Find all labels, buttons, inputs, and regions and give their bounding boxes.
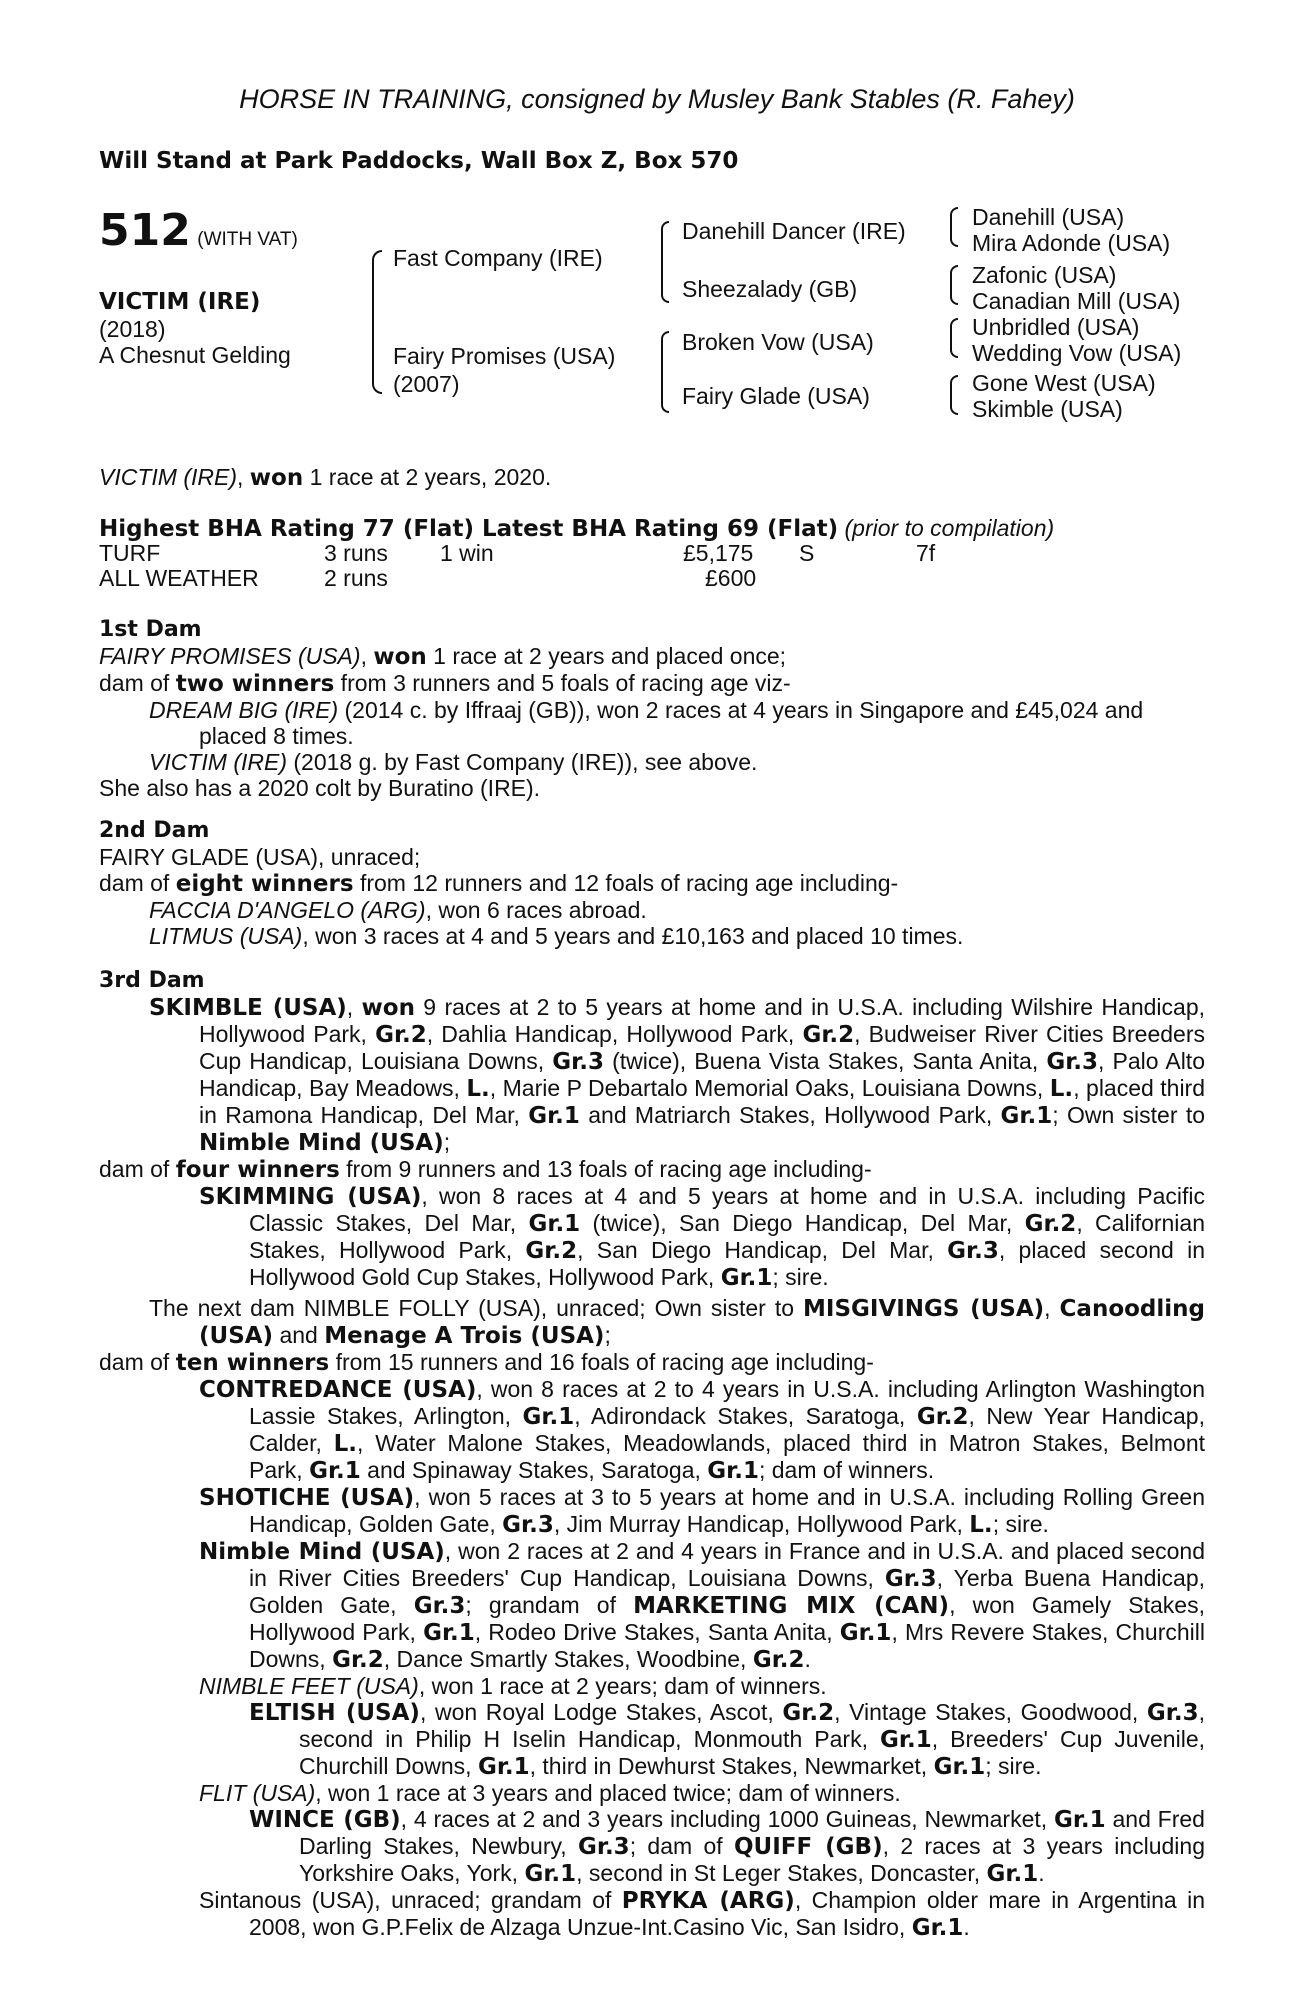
pedigree-sds: Zafonic (USA) — [972, 262, 1117, 288]
text-run: (twice), San Diego Handicap, Del Mar, — [580, 1210, 1025, 1236]
pedigree-dds: Gone West (USA) — [972, 370, 1156, 396]
first-dam-line1: FAIRY PROMISES (USA), won 1 race at 2 years and placed once; — [99, 643, 787, 670]
first-dam-line2 — [99, 670, 1205, 697]
third-dam-p1 — [99, 994, 1205, 1156]
text-run: ; — [604, 1322, 611, 1348]
first-dam-end: She also has a 2020 colt by Buratino (IRE). — [99, 775, 541, 801]
pedigree-sire-dam: Sheezalady (GB) — [682, 276, 858, 302]
text-run: , 2 races at 3 years including Yorkshire Oaks, York, — [299, 1833, 1205, 1886]
text-run: Gr.2 — [332, 1647, 384, 1673]
text-run: Nimble Mind (USA) — [199, 1130, 444, 1156]
text-run: ; Own sister to — [1052, 1102, 1205, 1128]
text-run: . — [963, 1914, 970, 1940]
third-dam-heading: 3rd Dam — [99, 968, 205, 993]
text-run: L. — [969, 1512, 993, 1538]
text-run: , won 1 race at 3 years and placed twice; dam of winners. — [315, 1780, 901, 1806]
text-run: Gr.1 — [528, 1211, 581, 1237]
t-c: from 3 runners and 5 foals of racing age viz- — [334, 670, 791, 696]
text-run: 9 races at 2 to 5 years at home and in U.S.A. including Wilshire Handicap, Hollywood Park, — [199, 994, 1205, 1047]
text-run: , Dance Smartly Stakes, Woodbine, — [383, 1646, 753, 1672]
pedigree-brace-dam — [661, 331, 669, 413]
text-run: MARKETING MIX (CAN) — [633, 1593, 950, 1619]
text-run: , Palo Alto Handicap, Bay Meadows, — [199, 1048, 1205, 1101]
text-run: dam of — [99, 1349, 176, 1375]
text-run: WINCE (GB) — [249, 1807, 401, 1833]
third-dam-section — [99, 968, 1205, 1291]
second-dam-heading: 2nd Dam — [99, 818, 210, 843]
text-run: Gr.2 — [752, 1647, 805, 1673]
text-run: ; grandam of — [465, 1592, 634, 1618]
text-run: SKIMBLE (USA) — [149, 995, 347, 1021]
text-run: Canoodling (USA) — [199, 1296, 1205, 1349]
next-dam-p8 — [99, 1780, 1205, 1806]
next-dam-p3 — [99, 1376, 1205, 1484]
text-run: NIMBLE FEET (USA) — [199, 1673, 419, 1699]
next-dam-p2 — [99, 1349, 1205, 1376]
text-run: L. — [466, 1076, 490, 1102]
text-run: . — [804, 1646, 811, 1672]
text-run: Gr.1 — [880, 1727, 932, 1753]
entry1-rest: , won 6 races abroad. — [425, 897, 647, 923]
text-run: Gr.3 — [502, 1512, 554, 1538]
text-run: , Budweiser River Cities Breeders Cup Handicap, Louisiana Downs, — [199, 1021, 1205, 1074]
brace-g1 — [950, 207, 958, 247]
horse-description: A Chesnut Gelding — [99, 342, 291, 368]
text-run: ELTISH (USA) — [249, 1700, 420, 1726]
text-run: ; sire. — [772, 1264, 829, 1290]
pedigree-dam-dam: Fairy Glade (USA) — [682, 383, 870, 409]
second-dam-line1: FAIRY GLADE (USA), unraced; — [99, 844, 421, 870]
text-run: , Dahlia Handicap, Hollywood Park, — [426, 1021, 803, 1047]
third-dam-p3 — [99, 1183, 1205, 1291]
text-run: Gr.1 — [524, 1861, 577, 1887]
pedigree-sss: Danehill (USA) — [972, 204, 1125, 230]
second-dam-entry1 — [99, 897, 1205, 923]
text-run: dam of — [99, 1156, 176, 1182]
text-run: MISGIVINGS (USA) — [803, 1296, 1045, 1322]
text-run: Gr.3 — [884, 1566, 937, 1592]
text-run: Gr.1 — [423, 1620, 475, 1646]
text-run: Gr.1 — [911, 1915, 964, 1941]
text-run: Gr.2 — [525, 1238, 578, 1264]
text-run: , won Gamely Stakes, Hollywood Park, — [249, 1592, 1205, 1645]
ratings-text: Highest BHA Rating 77 (Flat) Latest BHA Rating 69 (Flat) — [99, 516, 839, 542]
text-run: The next dam NIMBLE FOLLY (USA), unraced; Own sister to — [149, 1295, 803, 1321]
second-dam-section — [99, 818, 1205, 949]
aw-runs: 2 runs — [324, 565, 388, 591]
first-dam-won: won — [373, 644, 427, 670]
text-run: Gr.2 — [782, 1700, 835, 1726]
text-run: , — [346, 994, 362, 1020]
text-run: Gr.1 — [1000, 1103, 1053, 1129]
text-run: and Matriarch Stakes, Hollywood Park, — [579, 1102, 1001, 1128]
text-run: Gr.2 — [916, 1404, 969, 1430]
entry2-name: LITMUS (USA) — [149, 923, 303, 949]
text-run: Gr.1 — [839, 1620, 892, 1646]
text-run: , won 1 race at 2 years; dam of winners. — [418, 1673, 827, 1699]
text-run: Gr.3 — [552, 1049, 604, 1075]
turf-dist-s: S — [799, 540, 815, 566]
text-run: and Spinaway Stakes, Saratoga, — [360, 1457, 708, 1483]
first-dam-entry2 — [99, 749, 1205, 775]
summary-name: VICTIM (IRE) — [99, 464, 237, 490]
text-run: Gr.1 — [720, 1265, 773, 1291]
text-run: CONTREDANCE (USA) — [199, 1377, 477, 1403]
pedigree-sire-sire: Danehill Dancer (IRE) — [682, 218, 906, 244]
text-run: , won 8 races at 2 to 4 years in U.S.A. including Arlington Washington Lassie Stakes, Arlington, — [249, 1376, 1205, 1429]
text-run: Gr.1 — [986, 1861, 1039, 1887]
text-run: from 15 runners and 16 foals of racing age including- — [329, 1349, 874, 1375]
first-dam-heading: 1st Dam — [99, 617, 202, 642]
ratings-line — [99, 515, 1054, 542]
t-c: from 12 runners and 12 foals of racing age including- — [353, 870, 899, 896]
text-run: , Mrs Revere Stakes, Churchill Downs, — [249, 1619, 1205, 1672]
entry2-rest: (2018 g. by Fast Company (IRE)), see above. — [287, 749, 758, 775]
text-run: , — [1044, 1295, 1060, 1321]
text-run: Sintanous (USA), unraced; grandam of — [199, 1887, 622, 1913]
turf-wins: 1 win — [440, 540, 494, 566]
turf-dist-7f: 7f — [916, 540, 936, 566]
t-a: dam of — [99, 670, 176, 696]
text-run: , 4 races at 2 and 3 years including 1000 Guineas, Newmarket, — [400, 1806, 1054, 1832]
text-run: , Breeders' Cup Juvenile, Churchill Downs, — [299, 1726, 1205, 1779]
text-run: , Champion older mare in Argentina in 2008, won G.P.Felix de Alzaga Unzue-Int.Casino Vic, San Isidro, — [249, 1887, 1205, 1940]
text-run: ; — [443, 1129, 451, 1155]
text-run: . — [1038, 1860, 1045, 1886]
next-dam-p10 — [99, 1887, 1205, 1941]
text-run: SHOTICHE (USA) — [199, 1485, 415, 1511]
brace-g4 — [950, 375, 958, 415]
text-run: and — [273, 1322, 325, 1348]
next-dam-p4 — [99, 1484, 1205, 1538]
next-dam-p9 — [249, 1806, 1205, 1887]
text-run: QUIFF (GB) — [734, 1834, 883, 1860]
horse-year: (2018) — [99, 316, 166, 342]
entry2-name: VICTIM (IRE) — [149, 749, 287, 775]
text-run: ; sire. — [985, 1753, 1042, 1779]
text-run: , Rodeo Drive Stakes, Santa Anita, — [474, 1619, 840, 1645]
text-run: and Fred Darling Stakes, Newbury, — [299, 1806, 1205, 1859]
text-run: , New Year Handicap, Calder, — [249, 1403, 1205, 1456]
text-run: Menage A Trois (USA) — [324, 1323, 605, 1349]
text-run: Gr.3 — [578, 1834, 630, 1860]
text-run: , won Royal Lodge Stakes, Ascot, — [419, 1699, 783, 1725]
turf-label: TURF — [99, 540, 161, 566]
second-dam-line2 — [99, 870, 1205, 897]
pedigree-sire: Fast Company (IRE) — [393, 245, 603, 271]
t-b: two winners — [175, 671, 335, 697]
text-run: , third in Dewhurst Stakes, Newmarket, — [529, 1753, 934, 1779]
second-dam-entry2 — [99, 923, 1205, 949]
text-run: Gr.2 — [375, 1022, 427, 1048]
text-run: Gr.1 — [707, 1458, 759, 1484]
text-run: , placed third in Ramona Handicap, Del Mar, — [199, 1075, 1205, 1128]
pedigree-dss: Unbridled (USA) — [972, 314, 1140, 340]
entry1-rest: (2014 c. by Iffraaj (GB)), won 2 races at 4 years in Singapore and £45,024 and placed 8 times. — [199, 697, 1144, 749]
turf-runs: 3 runs — [324, 540, 388, 566]
text-run: Gr.1 — [933, 1754, 986, 1780]
text-run: ; dam of — [629, 1833, 734, 1859]
text-run: Gr.3 — [1046, 1049, 1099, 1075]
entry1-name: DREAM BIG (IRE) — [149, 697, 339, 723]
text-run: ; sire. — [992, 1511, 1049, 1537]
next-dam-section — [99, 1295, 1205, 1941]
text-run: , second in St Leger Stakes, Doncaster, — [576, 1860, 987, 1886]
pedigree-dsd: Wedding Vow (USA) — [972, 340, 1182, 366]
pedigree-brace-main — [372, 250, 382, 394]
ratings-note: (prior to compilation) — [844, 515, 1055, 541]
vat-label: (WITH VAT) — [197, 229, 298, 250]
text-run: Gr.3 — [413, 1593, 466, 1619]
text-run: , placed second in Hollywood Gold Cup Stakes, Hollywood Park, — [249, 1237, 1206, 1290]
next-dam-p9-wrap — [99, 1806, 1205, 1887]
text-run: Gr.1 — [522, 1404, 575, 1430]
text-run: Gr.3 — [1146, 1700, 1199, 1726]
first-dam-section — [99, 617, 1205, 801]
text-run: Gr.1 — [1053, 1807, 1106, 1833]
text-run: , Yerba Buena Handicap, Golden Gate, — [249, 1565, 1205, 1618]
text-run: , Jim Murray Handicap, Hollywood Park, — [553, 1511, 970, 1537]
horse-name: VICTIM (IRE) — [99, 289, 261, 315]
text-run: Gr.1 — [477, 1754, 530, 1780]
text-run: won — [361, 995, 415, 1021]
pedigree-ssd: Mira Adonde (USA) — [972, 230, 1171, 256]
text-run: (twice), Buena Vista Stakes, Santa Anita, — [603, 1048, 1047, 1074]
pedigree-dam: Fairy Promises (USA) — [393, 343, 616, 369]
text-run: four winners — [175, 1157, 340, 1183]
brace-g2 — [950, 265, 958, 305]
next-dam-p5 — [99, 1538, 1205, 1673]
first-dam-rest: 1 race at 2 years and placed once; — [426, 643, 787, 669]
summary-rest: 1 race at 2 years, 2020. — [303, 464, 552, 490]
text-run: , won 5 races at 3 to 5 years at home and in U.S.A. including Rolling Green Handicap, Golden Gate, — [249, 1484, 1205, 1537]
text-run: , won 2 races at 2 and 4 years in France and in U.S.A. and placed second in River Cities Breeders' Cup Handicap, Louisiana Downs, — [249, 1538, 1206, 1591]
aw-label: ALL WEATHER — [99, 565, 259, 591]
t-a: dam of — [99, 870, 176, 896]
text-run: Gr.2 — [1024, 1211, 1077, 1237]
text-run: from 9 runners and 13 foals of racing age including- — [339, 1156, 872, 1182]
pedigree-ddd: Skimble (USA) — [972, 396, 1123, 422]
lot-number-value: 512 — [99, 205, 191, 256]
text-run: , second in Philip H Iselin Handicap, Monmouth Park, — [299, 1699, 1205, 1752]
page-title: HORSE IN TRAINING, consigned by Musley Bank Stables (R. Fahey) — [239, 84, 1075, 114]
first-dam-name: FAIRY PROMISES (USA) — [99, 643, 361, 669]
text-run: , won 8 races at 4 and 5 years at home and in U.S.A. including Pacific Classic Stakes, Del Mar, — [249, 1183, 1205, 1236]
text-run: Gr.1 — [528, 1103, 580, 1129]
text-run: , Water Malone Stakes, Meadowlands, placed third in Matron Stakes, Belmont Park, — [249, 1430, 1206, 1483]
text-run: L. — [1049, 1076, 1074, 1102]
turf-money: £5,175 — [683, 540, 754, 566]
lot-number — [99, 205, 298, 256]
next-dam-p1 — [99, 1295, 1205, 1349]
pedigree-dam-sire: Broken Vow (USA) — [682, 329, 874, 355]
pedigree-dam-year: (2007) — [393, 371, 460, 397]
stand-location: Will Stand at Park Paddocks, Wall Box Z, Box 570 — [99, 148, 739, 174]
text-run: , Vintage Stakes, Goodwood, — [834, 1699, 1147, 1725]
first-dam-entry1 — [99, 697, 1205, 749]
text-run: FLIT (USA) — [199, 1780, 316, 1806]
text-run: , Californian Stakes, Hollywood Park, — [249, 1210, 1206, 1263]
text-run: , San Diego Handicap, Del Mar, — [577, 1237, 948, 1263]
text-run: Nimble Mind (USA) — [199, 1539, 445, 1565]
third-dam-p2 — [99, 1156, 1205, 1183]
text-run: , Marie P Debartalo Memorial Oaks, Louisiana Downs, — [489, 1075, 1050, 1101]
summary-won: won — [249, 465, 304, 491]
aw-money: £600 — [705, 565, 757, 591]
entry2-rest: , won 3 races at 4 and 5 years and £10,163 and placed 10 times. — [302, 923, 964, 949]
next-dam-p6 — [99, 1673, 1205, 1699]
text-run: L. — [333, 1431, 358, 1457]
brace-g3 — [950, 318, 958, 358]
text-run: ; dam of winners. — [758, 1457, 935, 1483]
text-run: PRYKA (ARG) — [621, 1888, 795, 1914]
text-run: , Adirondack Stakes, Saratoga, — [574, 1403, 917, 1429]
text-run: Gr.3 — [947, 1238, 999, 1264]
pedigree-brace-sire — [661, 221, 669, 303]
text-run: ten winners — [175, 1350, 330, 1376]
text-run: SKIMMING (USA) — [199, 1184, 422, 1210]
pedigree-sdd: Canadian Mill (USA) — [972, 288, 1181, 314]
text-run: Gr.1 — [309, 1458, 361, 1484]
text-run: Gr.2 — [802, 1022, 855, 1048]
next-dam-p7-wrap — [99, 1699, 1205, 1780]
race-summary: VICTIM (IRE), won 1 race at 2 years, 2020. — [99, 464, 552, 491]
next-dam-p7 — [249, 1699, 1205, 1780]
entry1-name: FACCIA D'ANGELO (ARG) — [149, 897, 426, 923]
t-b: eight winners — [175, 871, 354, 897]
